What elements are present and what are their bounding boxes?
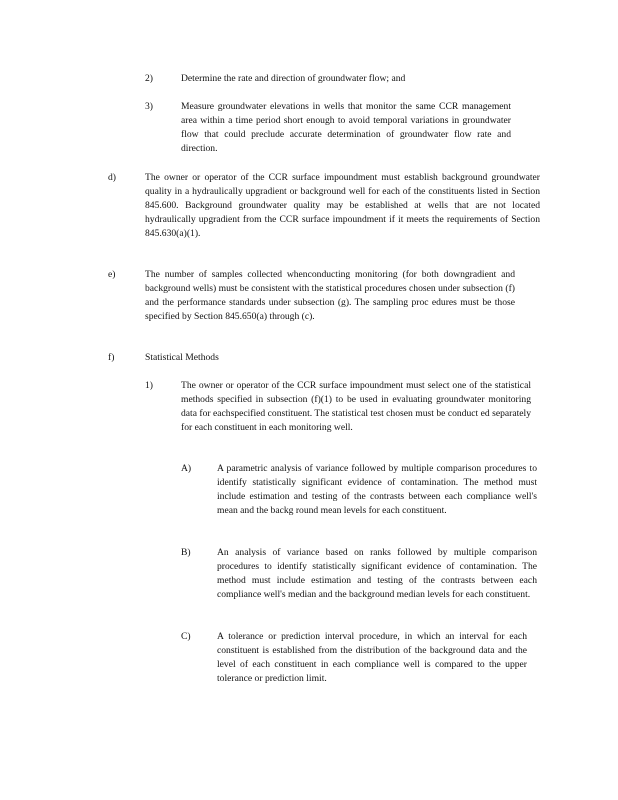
list-item-text: An analysis of variance based on ranks followed by multiple comparison procedures to identify statistically significant evidence of contamination. The method must include estimation and testing of the contrasts between each compliance well's median and the background median levels for each constituent. bbox=[217, 547, 537, 600]
list-marker: B) bbox=[181, 547, 191, 558]
list-item-text: The owner or operator of the CCR surface impoundment must select one of the statistical methods specified in subsection (f)(1) to be used in evaluating groundwater monitoring data for eachspecified constituent. The statistical test chosen must be conduct ed separately for each constituent in each monitoring well. bbox=[181, 380, 531, 433]
list-item-text: Determine the rate and direction of groundwater flow; and bbox=[181, 73, 406, 84]
list-marker: d) bbox=[108, 172, 116, 183]
list-item-text: The number of samples collected whenconducting monitoring (for both downgradient and background wells) must be consistent with the statistical procedures chosen under subsection (f) and the performance standards under subsection (g). The sampling proc edures must be those specified by Section 845.650(a) through (c). bbox=[145, 269, 515, 322]
list-marker: C) bbox=[181, 631, 191, 642]
list-marker: 1) bbox=[145, 380, 153, 391]
list-item-text: The owner or operator of the CCR surface impoundment must establish background groundwater quality in a hydraulically upgradient or background well for each of the constituents listed in Section 845.600. Background groundwater quality may be established at wells that are not located hydraulically upgradient from the CCR surface impoundment if it meets the requirements of Section 845.630(a)(1). bbox=[145, 172, 540, 239]
list-marker: 3) bbox=[145, 101, 153, 112]
list-marker: e) bbox=[108, 269, 116, 280]
section-heading: Statistical Methods bbox=[145, 352, 219, 363]
list-item-text: A parametric analysis of variance followed by multiple comparison procedures to identify statistically significant evidence of contamination. The method must include estimation and testing of the contrasts between each compliance well's mean and the backg round mean levels for each constituent. bbox=[217, 463, 537, 516]
list-marker: A) bbox=[181, 463, 192, 474]
list-marker: f) bbox=[108, 352, 115, 363]
list-marker: 2) bbox=[145, 73, 153, 84]
list-item-text: A tolerance or prediction interval procedure, in which an interval for each constituent is established from the distribution of the background data and the level of each constituent in each compliance well is compared to the upper tolerance or prediction limit. bbox=[217, 631, 527, 684]
list-item-text: Measure groundwater elevations in wells that monitor the same CCR management area within a time period short enough to avoid temporal variations in groundwater flow that could preclude accurate determination of groundwater flow rate and direction. bbox=[181, 101, 511, 154]
